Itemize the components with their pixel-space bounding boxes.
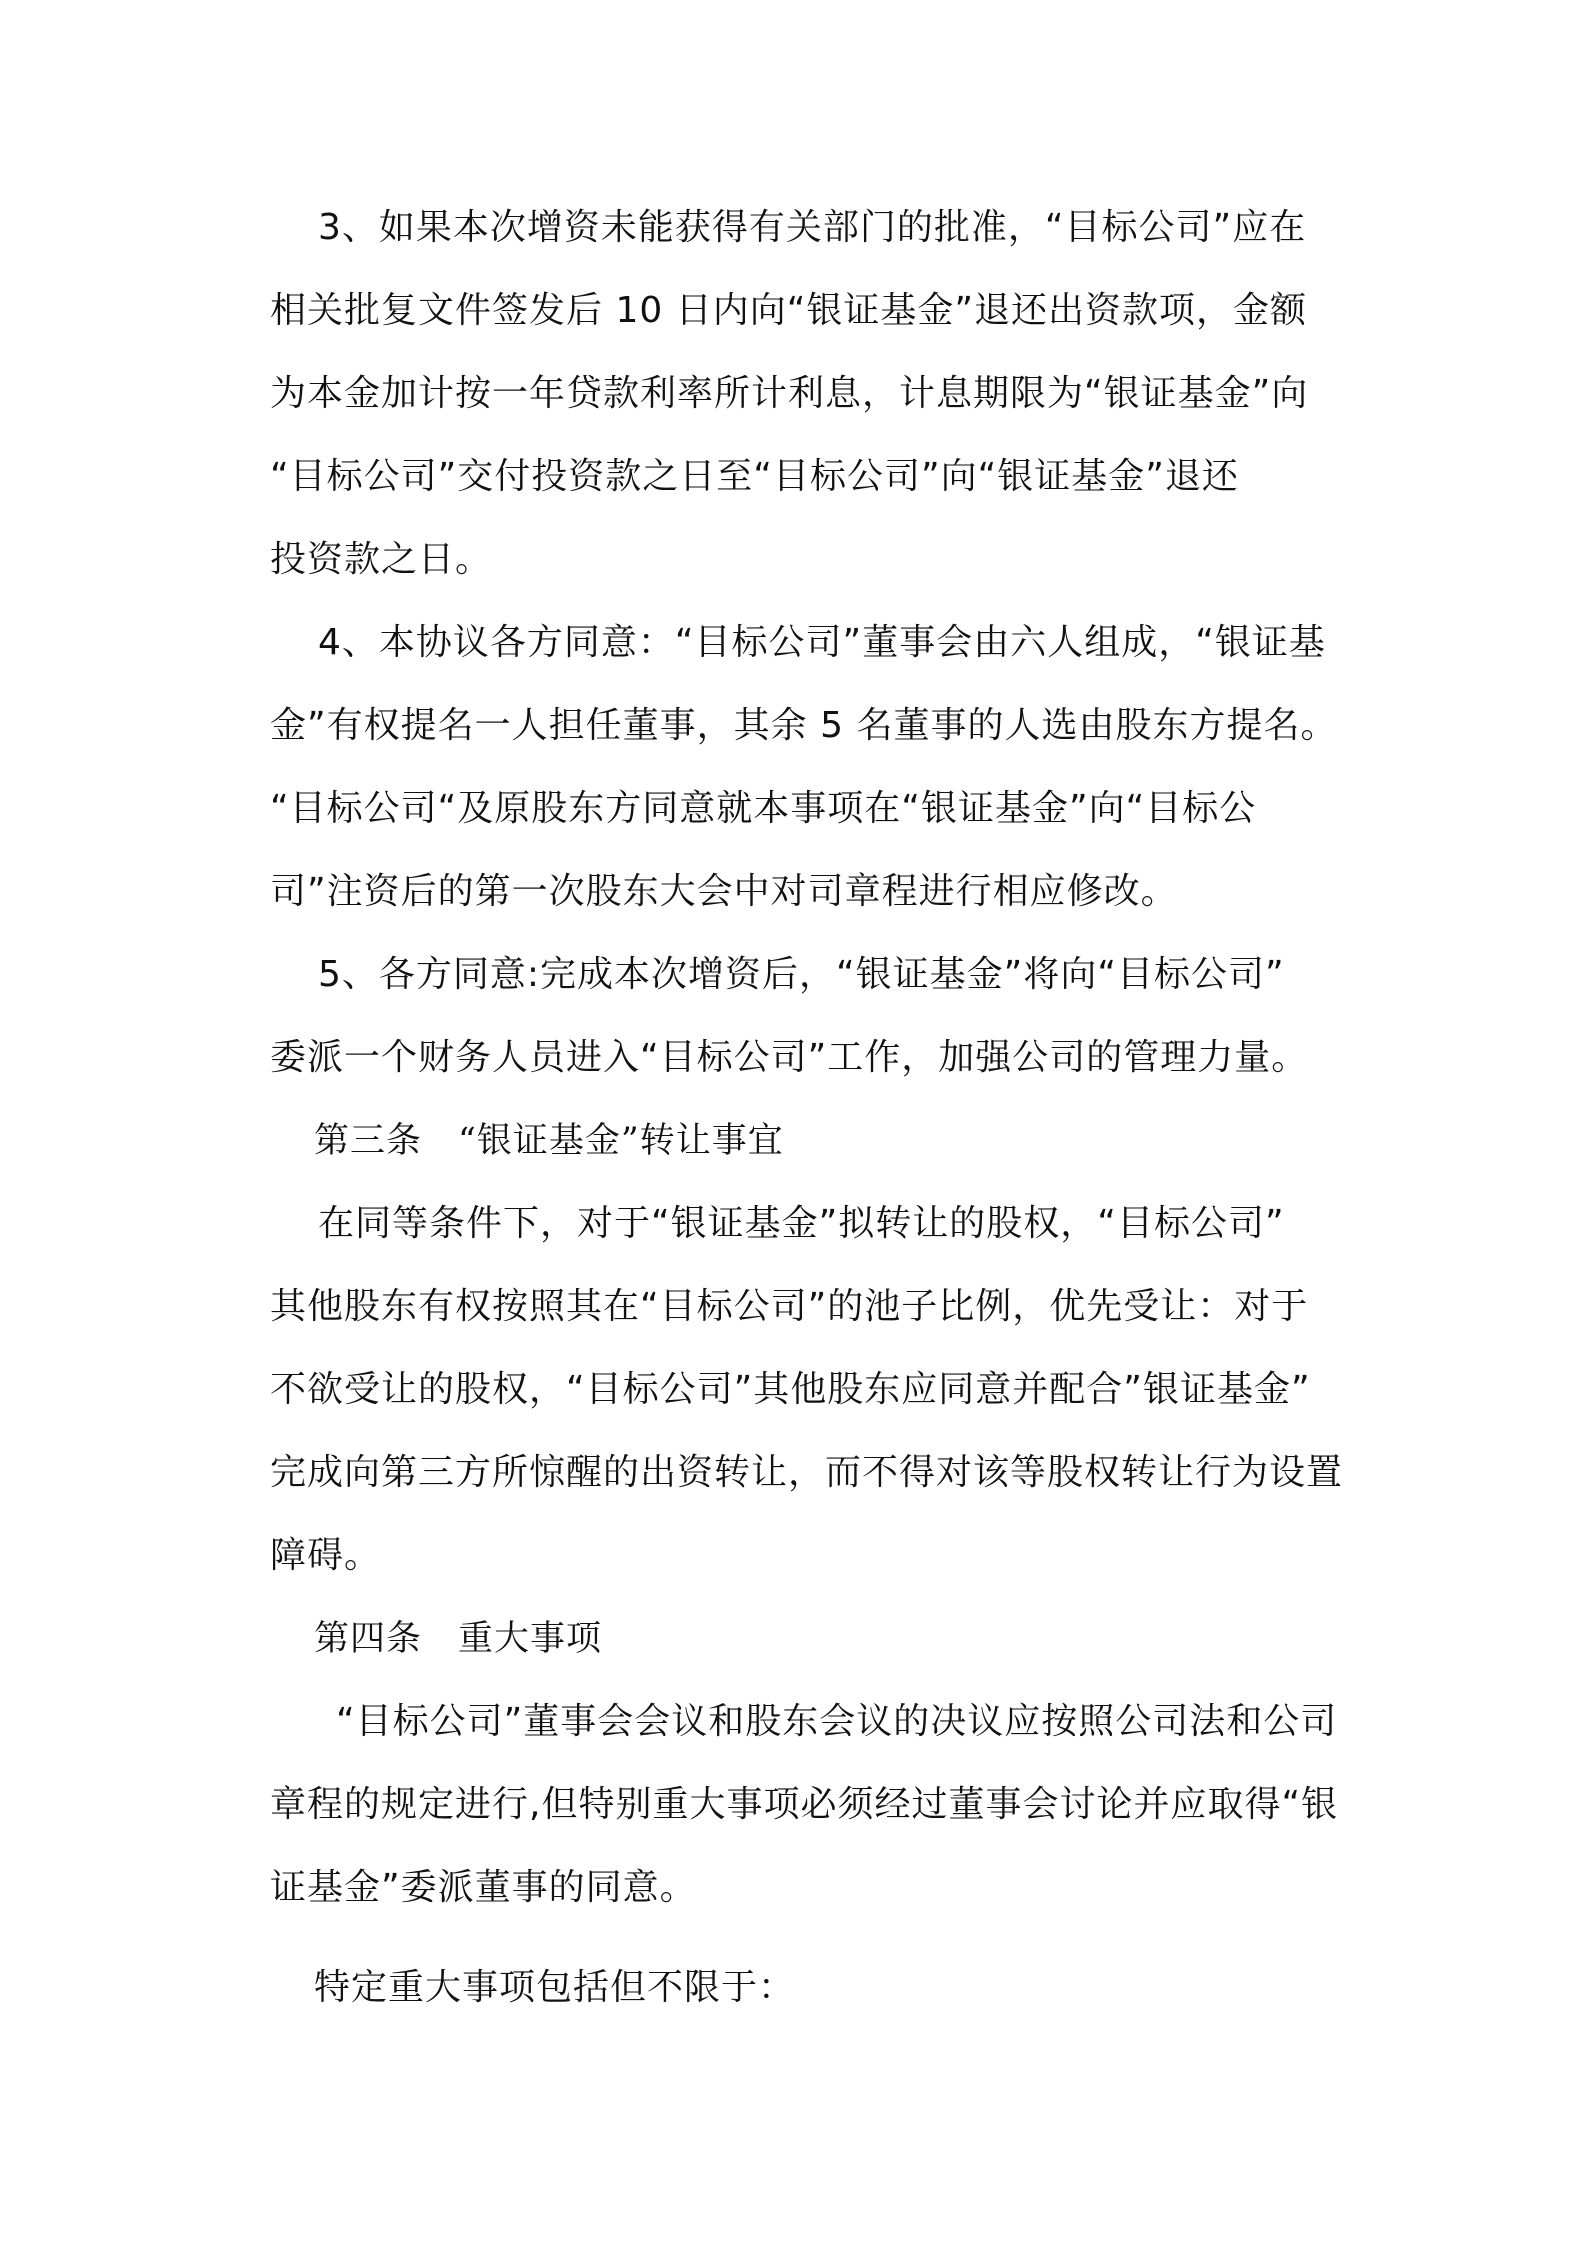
article-4-line-1: “目标公司”董事会会议和股东会议的决议应按照公司法和公司 <box>336 1701 1338 1742</box>
article-3-line-5: 障碍。 <box>270 1535 382 1576</box>
article-4-line-2: 章程的规定进行,但特别重大事项必须经过董事会讨论并应取得“银 <box>270 1784 1339 1825</box>
clause-4-line-1: 4、本协议各方同意：“目标公司”董事会由六人组成，“银证基 <box>318 622 1326 663</box>
clause-5-line-1: 5、各方同意:完成本次增资后，“银证基金”将向“目标公司” <box>318 954 1285 995</box>
article-3-heading: 第三条 “银证基金”转让事宜 <box>314 1121 784 1161</box>
clause-3-line-2: 相关批复文件签发后 10 日内向“银证基金”退还出资款项，金额 <box>270 290 1307 331</box>
clause-3-line-4: “目标公司”交付投资款之日至“目标公司”向“银证基金”退还 <box>270 456 1239 497</box>
clause-4-line-4: 司”注资后的第一次股东大会中对司章程进行相应修改。 <box>270 871 1178 912</box>
article-4-heading: 第四条 重大事项 <box>314 1619 603 1659</box>
clause-3-line-3: 为本金加计按一年贷款利率所计利息，计息期限为“银证基金”向 <box>270 373 1309 414</box>
clause-4-line-3: “目标公司“及原股东方同意就本事项在“银证基金”向“目标公 <box>270 788 1257 829</box>
clause-5-line-2: 委派一个财务人员进入“目标公司”工作，加强公司的管理力量。 <box>270 1037 1309 1078</box>
article-3-line-4: 完成向第三方所惊醒的出资转让，而不得对该等股权转让行为设置 <box>270 1452 1344 1493</box>
special-matters-line: 特定重大事项包括但不限于： <box>314 1967 796 2008</box>
clause-4-line-2: 金”有权提名一人担任董事，其余 5 名董事的人选由股东方提名。 <box>270 705 1338 746</box>
article-3-line-3: 不欲受让的股权，“目标公司”其他股东应同意并配合”银证基金” <box>270 1369 1311 1410</box>
article-3-line-1: 在同等条件下，对于“银证基金”拟转让的股权，“目标公司” <box>318 1203 1285 1244</box>
article-3-line-2: 其他股东有权按照其在“目标公司”的池子比例，优先受让：对于 <box>270 1286 1309 1327</box>
clause-3-line-5: 投资款之日。 <box>270 539 493 580</box>
clause-3-line-1: 3、如果本次增资未能获得有关部门的批准，“目标公司”应在 <box>318 207 1307 248</box>
article-4-line-3: 证基金”委派董事的同意。 <box>270 1867 697 1908</box>
